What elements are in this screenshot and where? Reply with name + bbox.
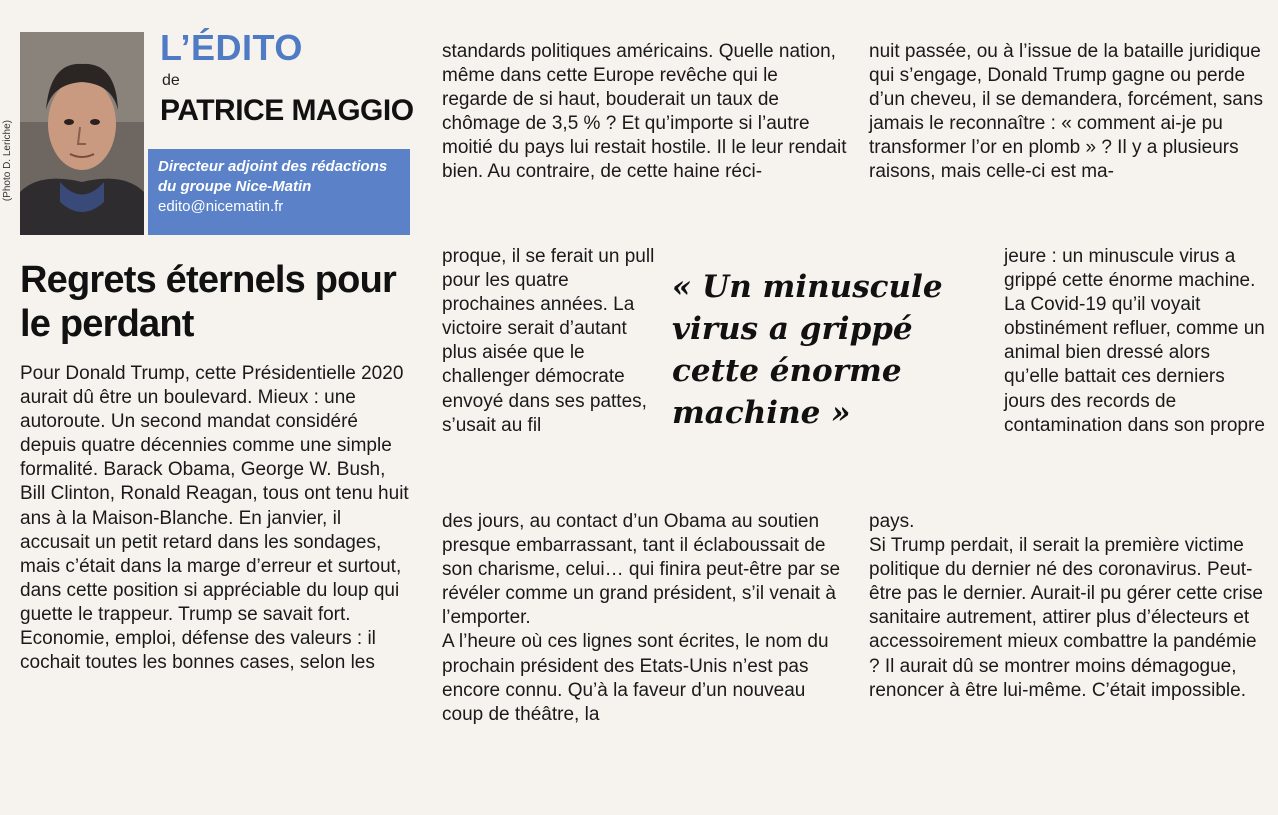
author-photo [20, 32, 144, 235]
column-3-bottom [869, 510, 1264, 703]
author-preposition: de [162, 72, 180, 89]
column-3-bottom-para-1: pays. [869, 511, 915, 532]
column-2-bottom [442, 510, 847, 727]
author-name: PATRICE MAGGIO [160, 94, 414, 127]
column-1-text: Pour Donald Trump, cette Présidentielle 2020 aurait dû être un boulevard. Mieux : une autoroute. Un second mandat considéré depuis quatre décennies comme une simple formalité. Barack Obama, George W. Bush, Bill Clinton, Ronald Reagan, tous ont tenu huit ans à la Maison-Blanche. En janvier, il accusait un petit retard dans les sondages, mais c’était dans la marge d’erreur et surtout, dans cette position si appréciable du loup qui guette le trappeur. Trump se savait fort. Economie, emploi, défense des valeurs : il cochait toutes les bonnes cases, selon les [20, 363, 409, 674]
column-2-narrow-text: proque, il se ferait un pull pour les quatre prochaines années. La victoire serait d’autant plus aisée que le challenger démocrate envoyé dans ses pattes, s’usait au fil [442, 246, 655, 436]
column-3-top-text: nuit passée, ou à l’issue de la bataille juridique qui s’engage, Donald Trump gagne ou perde d’un cheveu, il se demandera, forcément, sans jamais le reconnaître : « comment ai-je pu transformer l’or en plomb » ? Il y a plusieurs raisons, mais celle-ci est ma- [869, 41, 1263, 183]
author-role-box [148, 149, 410, 235]
column-3-narrow-text: jeure : un minuscule virus a grippé cette énorme machine. La Covid-19 qu’il voyait obstinément refluer, comme un animal bien dressé alors qu’elle battait ces derniers jours des records de contamination dans son propre [1004, 246, 1265, 436]
column-2-top-text: standards politiques américains. Quelle nation, même dans cette Europe revêche qui le regarde de si haut, bouderait un taux de chômage de 3,5 % ? Et qu’importe si l’autre moitié du pays lui restait hostile. Il le leur rendait bien. Au contraire, de cette haine réci- [442, 41, 847, 183]
author-role-line2: du groupe Nice-Matin [158, 178, 312, 195]
column-1 [20, 362, 415, 675]
column-2-bottom-para-1: des jours, au contact d’un Obama au soutien presque embarrassant, tant il éclaboussait de son charisme, celui… qui finira peut-être par se révéler comme un grand président, s’il venait à l’emporter. [442, 511, 841, 629]
author-role-line1: Directeur adjoint des rédactions [158, 158, 388, 175]
column-3-top [869, 40, 1264, 185]
column-3-narrow [1004, 245, 1266, 438]
pull-quote: « Un minuscule virus a grippé cette énorme machine » [672, 269, 943, 431]
column-2-narrow [442, 245, 662, 438]
column-2-top [442, 40, 847, 185]
column-3-bottom-para-2: Si Trump perdait, il serait la première victime politique du dernier né des coronavirus. Peut-être pas le dernier. Aurait-il pu gérer cette crise sanitaire autrement, attirer plus d’électeurs et accessoirement mieux combattre la pandémie ? Il aurait dû se montrer moins démagogue, renoncer à être lui-même. C’était impossible. [869, 535, 1263, 701]
section-kicker: L’ÉDITO [160, 27, 303, 68]
column-2-bottom-para-2: A l’heure où ces lignes sont écrites, le nom du prochain président des Etats-Unis n’est pas encore connu. Qu’à la faveur d’un nouveau coup de théâtre, la [442, 631, 829, 725]
portrait-image [20, 32, 144, 235]
author-email: edito@nicematin.fr [158, 198, 284, 215]
article-title: Regrets éternels pour le perdant [20, 259, 396, 345]
photo-credit: (Photo D. Leriche) [2, 120, 13, 202]
